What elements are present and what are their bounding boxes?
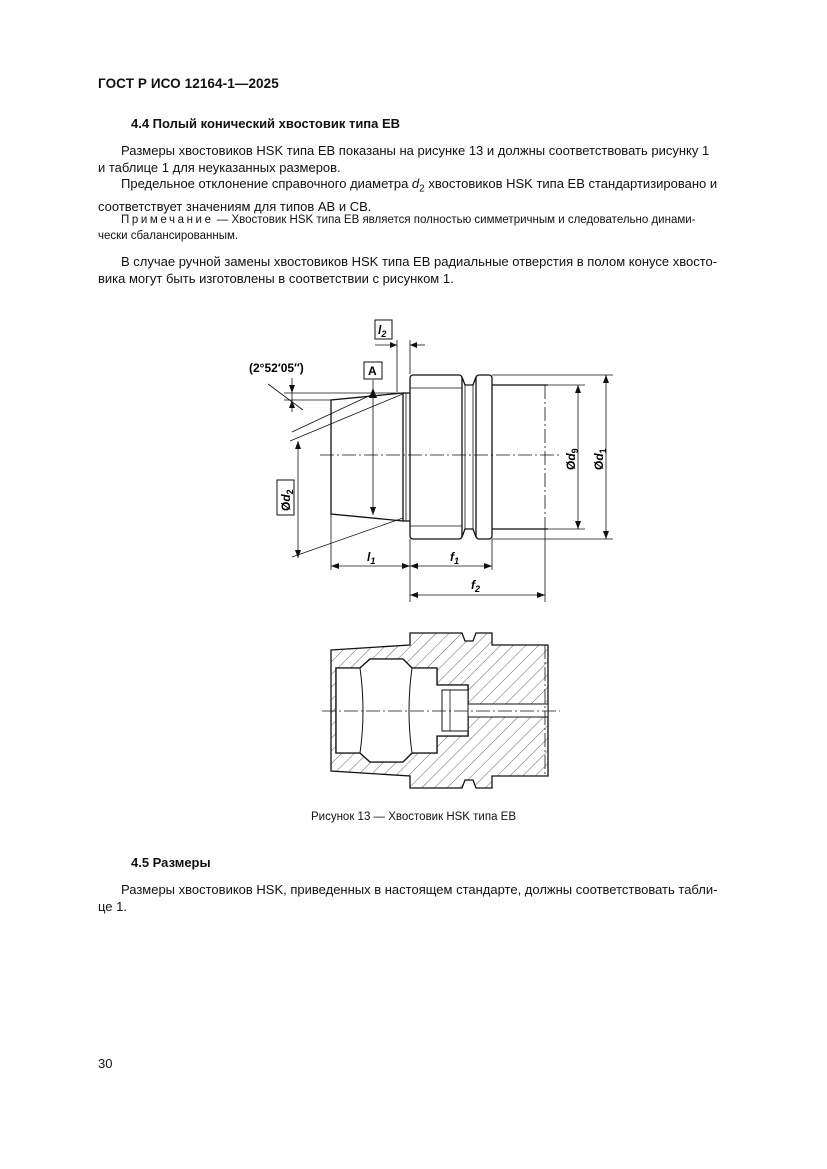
dimension-lines: [268, 340, 613, 602]
section-view: [322, 633, 560, 788]
para3-line2: вика могут быть изготовлены в соответствии с рисунком 1.: [98, 271, 454, 286]
l1-label: $l_1$: [367, 550, 376, 566]
page-number: 30: [98, 1056, 113, 1071]
shank-outline: [331, 375, 548, 539]
note-label: Примечание: [121, 214, 214, 226]
para1-line1: Размеры хвостовиков HSK типа EB показаны на рисунке 13 и должны соответствовать рисунку 1: [121, 143, 710, 158]
paragraph-4-5: [98, 881, 774, 915]
dimension-arrowheads: [289, 342, 609, 598]
center-axis-line: [320, 385, 560, 529]
para3-line1: В случае ручной замены хвостовиков HSK типа EB радиальные отверстия в полом конусе хвосто-: [121, 254, 718, 269]
para45-line2: це 1.: [98, 899, 127, 914]
para2-line1-pre: Предельное отклонение справочного диаметра: [121, 176, 412, 191]
para2-sub: 2: [419, 183, 425, 195]
l2-label: $l_2$: [378, 323, 387, 339]
para1-line2: и таблице 1 для неуказанных размеров.: [98, 160, 341, 175]
f2-label: $f_2$: [471, 578, 481, 594]
para2-line1-post: хвостовиков HSK типа EB стандартизировано и: [424, 176, 718, 191]
para2-line2: соответствует значениям для типов AB и CB.: [98, 198, 372, 214]
note-line2: чески сбалансированным.: [98, 230, 239, 242]
para2-var-d: d: [411, 176, 420, 191]
section-4-5-title: 4.5 Размеры: [131, 855, 211, 870]
document-code-header: ГОСТ Р ИСО 12164-1—2025: [98, 76, 279, 91]
f1-label: $f_1$: [450, 550, 460, 566]
datum-a-label: A: [368, 364, 377, 378]
note-line1: — Хвостовик HSK типа EB является полностью симметричным и следовательно динами-: [213, 214, 696, 226]
d1-label: $Ød_1$: [592, 448, 608, 470]
d2-label: $Ød_2$: [279, 489, 295, 511]
angle-label: (2°52′05″): [249, 361, 304, 375]
section-4-4-title: 4.4 Полый конический хвостовик типа EB: [131, 116, 401, 131]
d9-label: $Ød_9$: [564, 448, 580, 470]
figure-caption: Рисунок 13 — Хвостовик HSK типа EB: [310, 811, 517, 823]
para45-line1: Размеры хвостовиков HSK, приведенных в настоящем стандарте, должны соответствовать табли-: [121, 882, 718, 897]
